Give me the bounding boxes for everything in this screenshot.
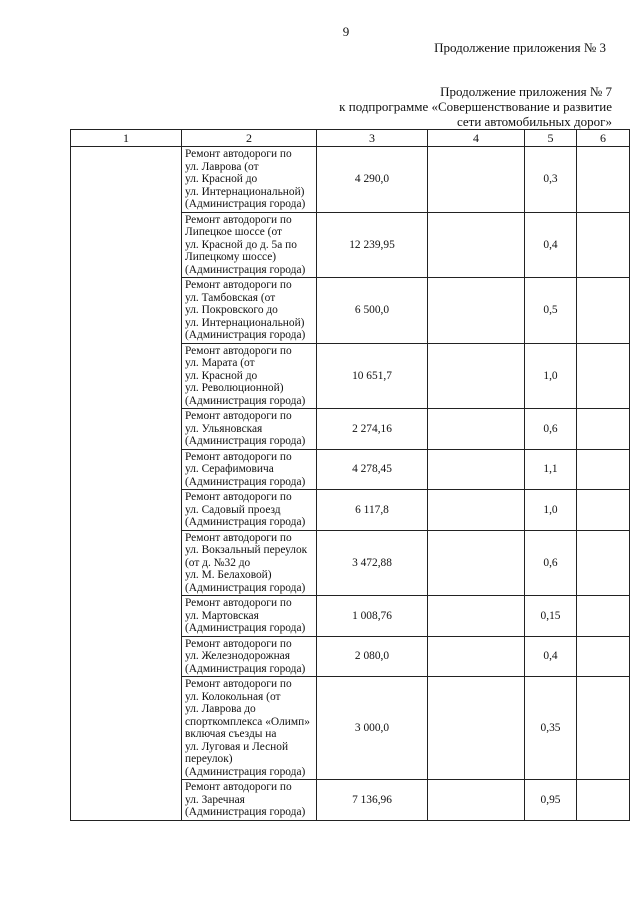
description-line: Ремонт автодороги по — [185, 781, 292, 793]
column-4-cell — [428, 490, 525, 531]
page-number: 9 — [342, 24, 350, 39]
description-line: ул. Садовый проезд — [185, 503, 281, 516]
column-4-cell — [428, 147, 525, 213]
column-6-cell — [577, 596, 630, 637]
description-line: (Администрация города) — [185, 329, 306, 341]
amount-cell: 6 117,8 — [317, 490, 428, 531]
description-line: спорткомплекса «Олимп» — [185, 715, 310, 728]
description-cell — [182, 596, 317, 637]
description-line: Ремонт автодороги по — [185, 279, 292, 291]
description-line: Ремонт автодороги по — [185, 491, 292, 503]
description-line: ул. Ульяновская — [185, 422, 263, 435]
description-line: ул. Красной до д. 5а по — [185, 238, 297, 251]
description-line: Ремонт автодороги по — [185, 531, 292, 544]
column-1-cell — [71, 147, 182, 821]
description-line: Ремонт автодороги по — [185, 148, 292, 160]
description-line: Липецкое шоссе (от — [185, 226, 282, 238]
column-5-cell: 1,0 — [525, 490, 577, 531]
description-line: (Администрация города) — [185, 394, 306, 407]
description-cell — [182, 212, 317, 278]
column-5-cell: 0,4 — [525, 636, 577, 677]
column-4-cell — [428, 278, 525, 344]
description-line: ул. Колокольная (от — [185, 690, 281, 703]
column-4-cell — [428, 212, 525, 278]
description-line: ул. Красной до — [185, 173, 258, 185]
column-6-cell — [577, 530, 630, 596]
description-line: ул. Марата (от — [185, 357, 255, 369]
column-4-cell — [428, 343, 525, 409]
description-line: ул. Заречная — [185, 793, 245, 806]
description-line: Ремонт автодороги по — [185, 637, 292, 650]
description-line: (Администрация города) — [185, 622, 306, 634]
column-4-cell — [428, 677, 525, 780]
description-line: Липецкому шоссе) — [185, 251, 277, 263]
amount-cell: 3 000,0 — [317, 677, 428, 780]
description-line: ул. Вокзальный переулок — [185, 544, 308, 556]
table-header-row — [71, 130, 630, 147]
appendix-7-line: сети автомобильных дорог» — [456, 114, 612, 129]
column-6-cell — [577, 780, 630, 821]
description-cell — [182, 449, 317, 490]
amount-cell: 7 136,96 — [317, 780, 428, 821]
column-6-cell — [577, 677, 630, 780]
description-line: (Администрация города) — [185, 765, 306, 778]
description-line: (Администрация города) — [185, 475, 306, 488]
table-body — [71, 147, 630, 821]
column-4-cell — [428, 530, 525, 596]
description-line: включая съезды на — [185, 728, 277, 740]
description-line: ул. М. Белаховой) — [185, 569, 272, 581]
description-line: переулок) — [185, 753, 233, 765]
appendix-7-line: к подпрограмме «Совершенствование и развитие — [339, 99, 612, 114]
column-5-cell: 0,5 — [525, 278, 577, 344]
description-line: ул. Интернациональной) — [185, 316, 305, 329]
description-cell — [182, 147, 317, 213]
column-header: 2 — [182, 130, 317, 147]
description-line: Ремонт автодороги по — [185, 597, 292, 609]
amount-cell: 10 651,7 — [317, 343, 428, 409]
amount-cell: 1 008,76 — [317, 596, 428, 637]
column-4-cell — [428, 596, 525, 637]
amount-cell: 2 274,16 — [317, 409, 428, 450]
description-line: (Администрация города) — [185, 435, 306, 447]
column-4-cell — [428, 780, 525, 821]
column-6-cell — [577, 409, 630, 450]
column-4-cell — [428, 409, 525, 450]
description-cell — [182, 636, 317, 677]
description-cell — [182, 677, 317, 780]
column-6-cell — [577, 343, 630, 409]
amount-cell: 3 472,88 — [317, 530, 428, 596]
column-5-cell: 0,4 — [525, 212, 577, 278]
column-6-cell — [577, 449, 630, 490]
description-line: Ремонт автодороги по — [185, 344, 292, 357]
column-6-cell — [577, 147, 630, 213]
description-line: (Администрация города) — [185, 581, 306, 594]
column-6-cell — [577, 636, 630, 677]
description-line: Ремонт автодороги по — [185, 213, 292, 226]
description-line: (Администрация города) — [185, 198, 306, 210]
column-header: 3 — [317, 130, 428, 147]
amount-cell: 4 290,0 — [317, 147, 428, 213]
description-line: (Администрация города) — [185, 662, 306, 675]
table-row — [71, 147, 630, 213]
roads-table — [70, 129, 630, 821]
description-cell — [182, 780, 317, 821]
amount-cell: 2 080,0 — [317, 636, 428, 677]
column-5-cell: 1,1 — [525, 449, 577, 490]
description-cell — [182, 409, 317, 450]
description-line: Ремонт автодороги по — [185, 450, 292, 463]
description-line: ул. Покровского до — [185, 304, 278, 316]
description-line: Ремонт автодороги по — [185, 410, 292, 422]
description-line: ул. Мартовская — [185, 609, 259, 622]
description-line: ул. Луговая и Лесной — [185, 740, 289, 753]
column-4-cell — [428, 636, 525, 677]
column-header: 5 — [525, 130, 577, 147]
description-line: ул. Красной до — [185, 369, 258, 382]
description-line: (Администрация города) — [185, 516, 306, 528]
description-line: (Администрация города) — [185, 806, 306, 818]
description-cell — [182, 343, 317, 409]
description-line: ул. Лаврова до — [185, 703, 256, 715]
appendix-7-line: Продолжение приложения № 7 — [440, 84, 612, 99]
appendix-7-caption — [339, 84, 612, 129]
description-line: ул. Тамбовская (от — [185, 291, 276, 304]
description-line: ул. Серафимовича — [185, 463, 274, 475]
column-header: 1 — [71, 130, 182, 147]
column-6-cell — [577, 212, 630, 278]
column-6-cell — [577, 278, 630, 344]
amount-cell: 6 500,0 — [317, 278, 428, 344]
column-6-cell — [577, 490, 630, 531]
description-line: ул. Железнодорожная — [185, 650, 290, 662]
column-header: 4 — [428, 130, 525, 147]
column-5-cell: 0,3 — [525, 147, 577, 213]
description-line: (Администрация города) — [185, 263, 306, 276]
appendix-3-caption: Продолжение приложения № 3 — [434, 40, 606, 55]
column-5-cell: 0,95 — [525, 780, 577, 821]
column-5-cell: 0,35 — [525, 677, 577, 780]
description-cell — [182, 530, 317, 596]
description-line: ул. Интернациональной) — [185, 185, 305, 198]
description-line: ул. Революционной) — [185, 382, 284, 394]
description-cell — [182, 490, 317, 531]
description-cell — [182, 278, 317, 344]
amount-cell: 12 239,95 — [317, 212, 428, 278]
column-header: 6 — [577, 130, 630, 147]
amount-cell: 4 278,45 — [317, 449, 428, 490]
column-5-cell: 0,6 — [525, 530, 577, 596]
description-line: ул. Лаврова (от — [185, 160, 259, 173]
column-5-cell: 1,0 — [525, 343, 577, 409]
column-5-cell: 0,6 — [525, 409, 577, 450]
description-line: (от д. №32 до — [185, 556, 251, 569]
column-4-cell — [428, 449, 525, 490]
description-line: Ремонт автодороги по — [185, 678, 292, 690]
column-5-cell: 0,15 — [525, 596, 577, 637]
